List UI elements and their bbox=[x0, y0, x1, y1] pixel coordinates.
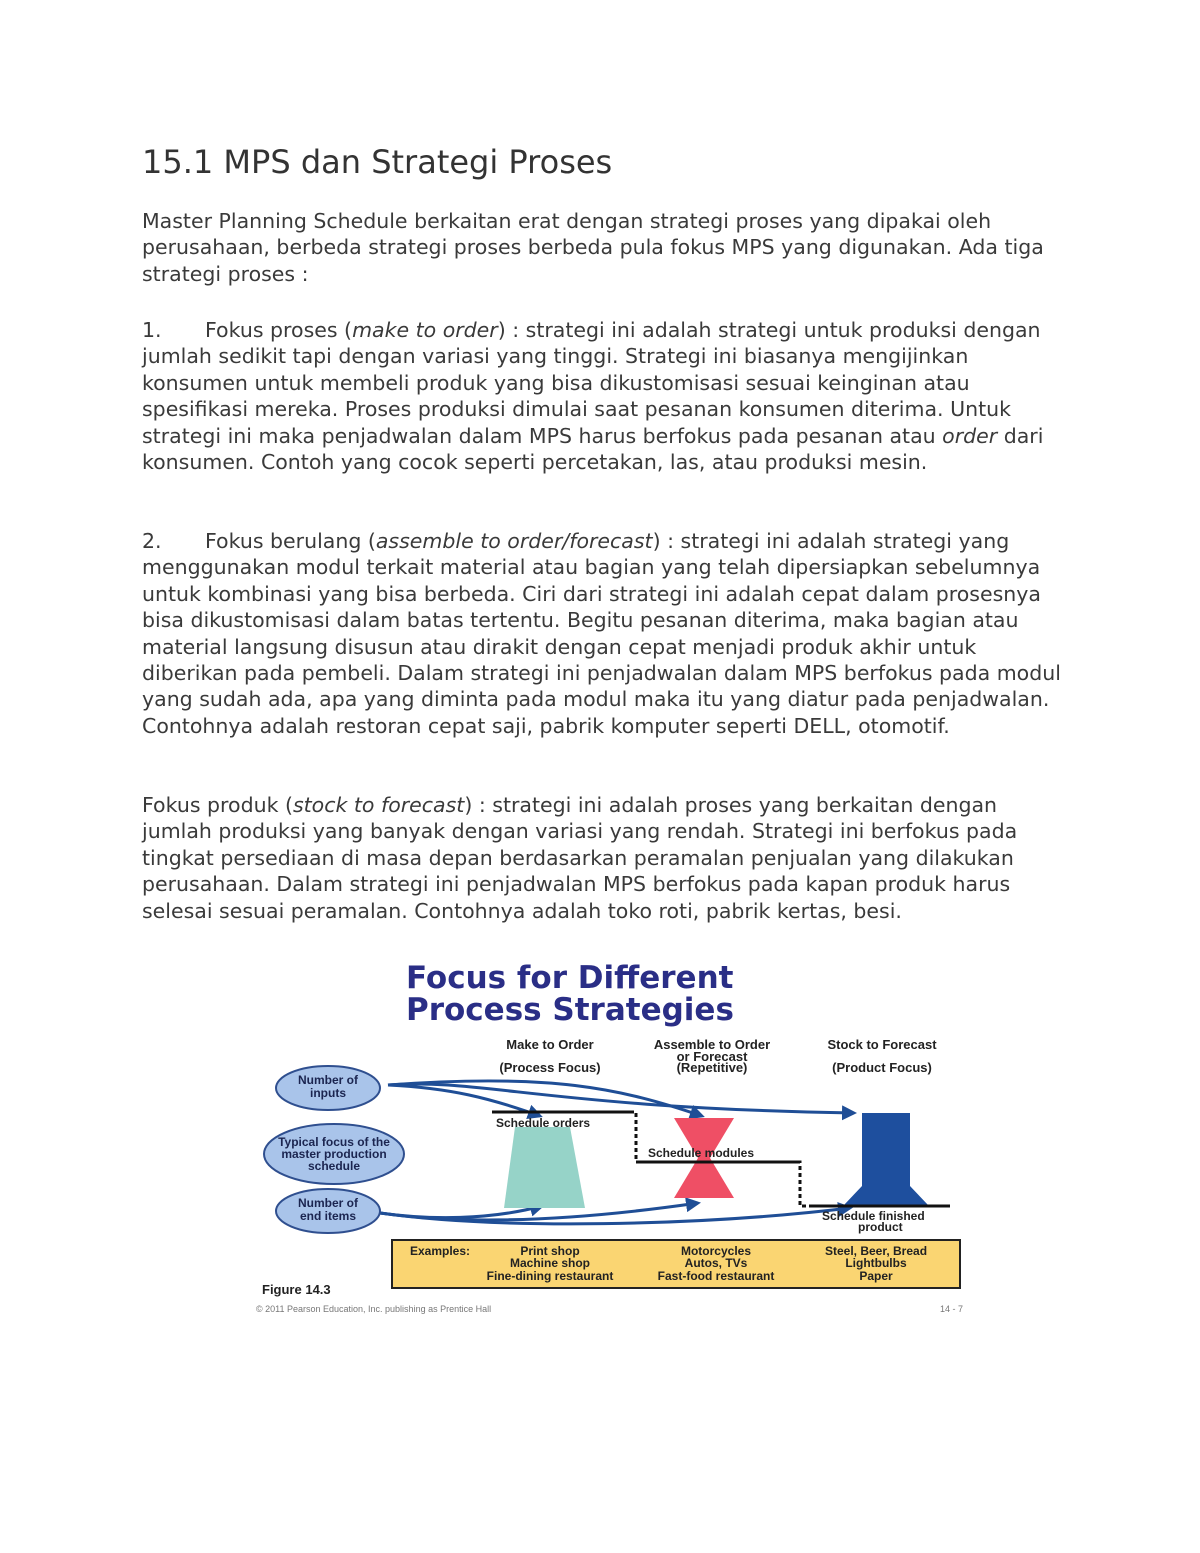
example-fine-dining: Fine-dining restaurant bbox=[486, 1269, 614, 1283]
item-term: make to order bbox=[352, 318, 498, 342]
figure-caption: Figure 14.3 bbox=[262, 1282, 331, 1297]
item-body: ) : strategi ini adalah strategi yang menggunakan modul terkait material atau bagian yang telah dipersiapkan sebelumnya untuk kombinasi yang bisa berbeda. Ciri dari strategi ini adalah cepat dalam prosesnya bisa dikustomisasi dalam batas tertentu. Begitu pesanan diterima, maka bagian atau material langsung disusun atau dirakit dengan cepat menjadi produk akhir untuk diberikan pada pembeli. Dalam strategi ini penjadwalan dalam MPS berfokus pada modul yang sudah ada, apa yang diminta pada modul maka itu yang diatur pada penjadwalan. Contohnya adalah restoran cepat saji, pabrik komputer seperti DELL, otomotif. bbox=[142, 529, 1061, 738]
list-number: 2. bbox=[142, 529, 162, 553]
item-lead: Fokus berulang ( bbox=[205, 529, 376, 553]
list-item-make-to-order bbox=[142, 317, 1072, 475]
copyright-line: © 2011 Pearson Education, Inc. publishing as Prentice Hall bbox=[256, 1304, 492, 1314]
item-lead: Fokus produk ( bbox=[142, 793, 293, 817]
column-header-make-to-order: Make to Order bbox=[506, 1037, 594, 1052]
intro-paragraph: Master Planning Schedule berkaitan erat dengan strategi proses yang dipakai oleh perusahaan, berbeda strategi proses berbeda pula fokus MPS yang digunakan. Ada tiga strategi proses : bbox=[142, 209, 1044, 286]
column-header-assemble-to-order: Assemble to Order bbox=[653, 1037, 771, 1052]
item-lead: Fokus proses ( bbox=[205, 318, 353, 342]
item-term-order: order bbox=[942, 423, 998, 448]
oval-label-focus-line1: Typical focus of the bbox=[278, 1135, 390, 1149]
item-body: ) : strategi ini adalah strategi untuk produksi dengan jumlah sedikit tapi dengan variasi yang tinggi. Strategi ini biasanya mengijinkan konsumen untuk membeli produk yang bisa dikustomisasi sesuai keinginan atau spesifikasi mereka. Proses produksi dimulai saat pesanan konsumen diterima. Untuk strategi ini maka penjadwalan dalam MPS harus berfokus pada pesanan atau bbox=[142, 318, 1041, 448]
item-body: ) : strategi ini adalah proses yang berkaitan dengan jumlah produksi yang banyak dengan variasi yang rendah. Strategi ini berfokus pada tingkat persediaan di masa depan berdasarkan peramalan penjualan yang dilakukan perusahaan. Dalam strategi ini penjadwalan MPS berfokus pada kapan produk harus selesai sesuai peramalan. Contohnya adalah toko roti, pabrik kertas, besi. bbox=[142, 793, 1018, 923]
process-strategies-figure bbox=[250, 958, 980, 1320]
figure-title-line2: Process Strategies bbox=[406, 992, 734, 1028]
schedule-modules-label: Schedule modules bbox=[648, 1146, 755, 1160]
column-subheader-repetitive: (Repetitive) bbox=[676, 1060, 748, 1075]
example-print-shop: Print shop bbox=[520, 1244, 580, 1258]
list-number: 1. bbox=[142, 318, 162, 342]
flow-arrow-end-items bbox=[380, 1208, 850, 1224]
slide-page-ref: 14 - 7 bbox=[940, 1304, 964, 1314]
column-header-or-forecast: or Forecast bbox=[676, 1049, 748, 1064]
schedule-orders-label: Schedule orders bbox=[496, 1116, 591, 1130]
oval-label-end-items-line1: Number of bbox=[298, 1196, 358, 1210]
schedule-finished-label: Schedule finished bbox=[822, 1209, 925, 1223]
schedule-finished-label-product: product bbox=[858, 1220, 903, 1234]
list-item-assemble-to-order bbox=[142, 528, 1072, 739]
make-to-order-shape bbox=[504, 1127, 585, 1208]
figure-title-line1: Focus for Different bbox=[406, 960, 734, 996]
item-term: assemble to order/forecast bbox=[375, 529, 653, 553]
item-term: stock to forecast bbox=[292, 793, 465, 817]
oval-label-end-items-line2: end items bbox=[299, 1209, 357, 1223]
oval-label-inputs-line2: inputs bbox=[310, 1086, 346, 1100]
paragraph-stock-to-forecast bbox=[142, 792, 1072, 924]
example-motorcycles: Motorcycles bbox=[680, 1244, 752, 1258]
column-subheader-product-focus: (Product Focus) bbox=[832, 1060, 932, 1075]
column-header-stock-to-forecast: Stock to Forecast bbox=[827, 1037, 937, 1052]
example-steel-beer-bread: Steel, Beer, Bread bbox=[824, 1244, 928, 1258]
column-subheader-process-focus: (Process Focus) bbox=[499, 1060, 601, 1075]
example-autos-tvs: Autos, TVs bbox=[684, 1256, 748, 1270]
example-paper: Paper bbox=[859, 1269, 893, 1283]
examples-label: Examples: bbox=[410, 1244, 471, 1258]
example-fast-food: Fast-food restaurant bbox=[657, 1269, 775, 1283]
item-body-end: dari konsumen. Contoh yang cocok seperti percetakan, las, atau produksi mesin. bbox=[142, 423, 1044, 475]
section-heading: 15.1 MPS dan Strategi Proses bbox=[142, 143, 613, 181]
flow-arrow-inputs bbox=[388, 1084, 854, 1113]
example-machine-shop: Machine shop bbox=[509, 1256, 591, 1270]
example-lightbulbs: Lightbulbs bbox=[845, 1256, 907, 1270]
oval-label-inputs-line1: Number of bbox=[298, 1073, 358, 1087]
oval-label-focus-line2: master production bbox=[281, 1147, 387, 1161]
oval-label-focus-line3: schedule bbox=[307, 1159, 361, 1173]
process-strategies-diagram bbox=[250, 958, 980, 1320]
stock-to-forecast-shape bbox=[844, 1113, 928, 1205]
